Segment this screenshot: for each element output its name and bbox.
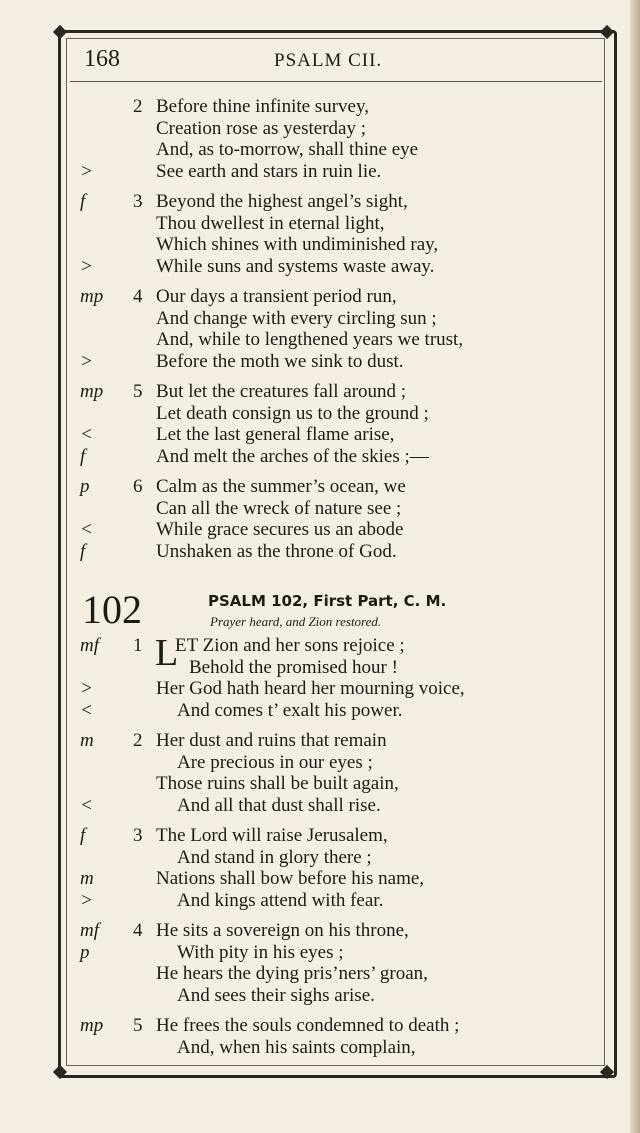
dynamic-marking: f xyxy=(80,191,86,212)
verse-line xyxy=(0,233,640,256)
dynamic-marking: f xyxy=(80,446,86,467)
stanza-number: 4 xyxy=(133,286,143,307)
verse-line xyxy=(0,962,640,985)
verse-text: While grace secures us an abode xyxy=(156,519,404,540)
dynamic-marking: p xyxy=(80,476,90,497)
verse-text: With pity in his eyes ; xyxy=(177,942,344,963)
verse-line xyxy=(0,160,640,183)
verse-line xyxy=(0,518,640,541)
dynamic-marking: m xyxy=(80,730,94,751)
verse-text: Unshaken as the throne of God. xyxy=(156,541,397,562)
dynamic-marking: > xyxy=(80,890,93,911)
verse-text: While suns and systems waste away. xyxy=(156,256,435,277)
verse-line xyxy=(0,677,640,700)
verse-line xyxy=(0,255,640,278)
dynamic-marking: m xyxy=(80,868,94,889)
verse-line xyxy=(0,919,640,942)
verse-text: Nations shall bow before his name, xyxy=(156,868,425,889)
verse-text: And kings attend with fear. xyxy=(177,890,384,911)
dynamic-marking: mp xyxy=(80,381,104,402)
verse-line xyxy=(0,984,640,1007)
verse-text: Thou dwellest in eternal light, xyxy=(156,213,385,234)
verse-text: Behold the promised hour ! xyxy=(189,657,398,678)
dynamic-marking: < xyxy=(80,519,93,540)
verse-text: See earth and stars in ruin lie. xyxy=(156,161,382,182)
stanza-number: 2 xyxy=(133,96,143,117)
verse-text: And stand in glory there ; xyxy=(177,847,372,868)
dynamic-marking: mf xyxy=(80,920,99,941)
verse-text: Her God hath heard her mourning voice, xyxy=(156,678,465,699)
verse-line xyxy=(0,729,640,752)
page-number: 168 xyxy=(84,46,120,72)
dynamic-marking: > xyxy=(80,678,93,699)
verse-line xyxy=(0,445,640,468)
verse-line xyxy=(0,772,640,795)
verse-text: Calm as the summer’s ocean, we xyxy=(156,476,406,497)
verse-text: Creation rose as yesterday ; xyxy=(156,118,366,139)
dynamic-marking: p xyxy=(80,942,90,963)
verse-line xyxy=(0,138,640,161)
verse-line xyxy=(0,307,640,330)
verse-line xyxy=(0,634,640,657)
verse-line xyxy=(0,475,640,498)
verse-text: And change with every circling sun ; xyxy=(156,308,437,329)
stanza-number: 6 xyxy=(133,476,143,497)
verse-text: But let the creatures fall around ; xyxy=(156,381,407,402)
verse-text: And all that dust shall rise. xyxy=(177,795,381,816)
stanza-number: 1 xyxy=(133,635,143,656)
verse-text: He frees the souls condemned to death ; xyxy=(156,1015,460,1036)
verse-line xyxy=(0,867,640,890)
verse-line xyxy=(0,1014,640,1037)
dynamic-marking: > xyxy=(80,256,93,277)
verse-line xyxy=(0,190,640,213)
verse-line xyxy=(0,824,640,847)
verse-line xyxy=(0,794,640,817)
page-header xyxy=(84,46,604,80)
verse-text: ET Zion and her sons rejoice ; xyxy=(175,635,405,656)
verse-line xyxy=(0,402,640,425)
verse-text: He hears the dying pris’ners’ groan, xyxy=(156,963,428,984)
verse-line xyxy=(0,497,640,520)
stanza-number: 4 xyxy=(133,920,143,941)
dynamic-marking: mp xyxy=(80,1015,104,1036)
dynamic-marking: f xyxy=(80,541,86,562)
stanza-number: 3 xyxy=(133,825,143,846)
verse-line xyxy=(0,380,640,403)
verse-line xyxy=(0,751,640,774)
verse-text: And melt the arches of the skies ;— xyxy=(156,446,429,467)
verse-text: Beyond the highest angel’s sight, xyxy=(156,191,408,212)
dynamic-marking: f xyxy=(80,825,86,846)
verse-line xyxy=(0,350,640,373)
dynamic-marking: < xyxy=(80,700,93,721)
running-head: PSALM CII. xyxy=(274,50,383,71)
stanza-number: 2 xyxy=(133,730,143,751)
verse-line xyxy=(0,656,640,679)
stanza-number: 5 xyxy=(133,1015,143,1036)
verse-text: And, while to lengthened years we trust, xyxy=(156,329,464,350)
stanza-number: 3 xyxy=(133,191,143,212)
verse-text: Are precious in our eyes ; xyxy=(177,752,373,773)
header-rule xyxy=(70,81,602,82)
dynamic-marking: > xyxy=(80,351,93,372)
verse-text: Before the moth we sink to dust. xyxy=(156,351,404,372)
dynamic-marking: mp xyxy=(80,286,104,307)
verse-text: Those ruins shall be built again, xyxy=(156,773,399,794)
verse-text: And, when his saints complain, xyxy=(177,1037,416,1058)
verse-line xyxy=(0,889,640,912)
verse-text: He sits a sovereign on his throne, xyxy=(156,920,409,941)
verse-text: And comes t’ exalt his power. xyxy=(177,700,403,721)
dynamic-marking: mf xyxy=(80,635,99,656)
verse-text: And, as to-morrow, shall thine eye xyxy=(156,139,419,160)
psalm-subtitle: Prayer heard, and Zion restored. xyxy=(210,614,382,629)
verse-line xyxy=(0,328,640,351)
dynamic-marking: < xyxy=(80,424,93,445)
verse-line xyxy=(0,95,640,118)
verse-text: Let death consign us to the ground ; xyxy=(156,403,429,424)
verse-line xyxy=(0,117,640,140)
verse-text: The Lord will raise Jerusalem, xyxy=(156,825,388,846)
verse-line xyxy=(0,285,640,308)
drop-cap: L xyxy=(155,632,179,674)
verse-text: Let the last general flame arise, xyxy=(156,424,395,445)
verse-line xyxy=(0,1036,640,1059)
dynamic-marking: < xyxy=(80,795,93,816)
dynamic-marking: > xyxy=(80,161,93,182)
verse-text: Our days a transient period run, xyxy=(156,286,397,307)
verse-line xyxy=(0,540,640,563)
verse-text: Which shines with undiminished ray, xyxy=(156,234,439,255)
verse-text: Before thine infinite survey, xyxy=(156,96,369,117)
verse-line xyxy=(0,423,640,446)
verse-line xyxy=(0,699,640,722)
psalm-number: 102 xyxy=(82,587,142,632)
verse-text: And sees their sighs arise. xyxy=(177,985,375,1006)
stanza-number: 5 xyxy=(133,381,143,402)
verse-text: Her dust and ruins that remain xyxy=(156,730,387,751)
verse-line xyxy=(0,846,640,869)
verse-text: Can all the wreck of nature see ; xyxy=(156,498,402,519)
psalm-title: PSALM 102, First Part, C. M. xyxy=(208,592,447,610)
verse-line xyxy=(0,212,640,235)
verse-line xyxy=(0,941,640,964)
